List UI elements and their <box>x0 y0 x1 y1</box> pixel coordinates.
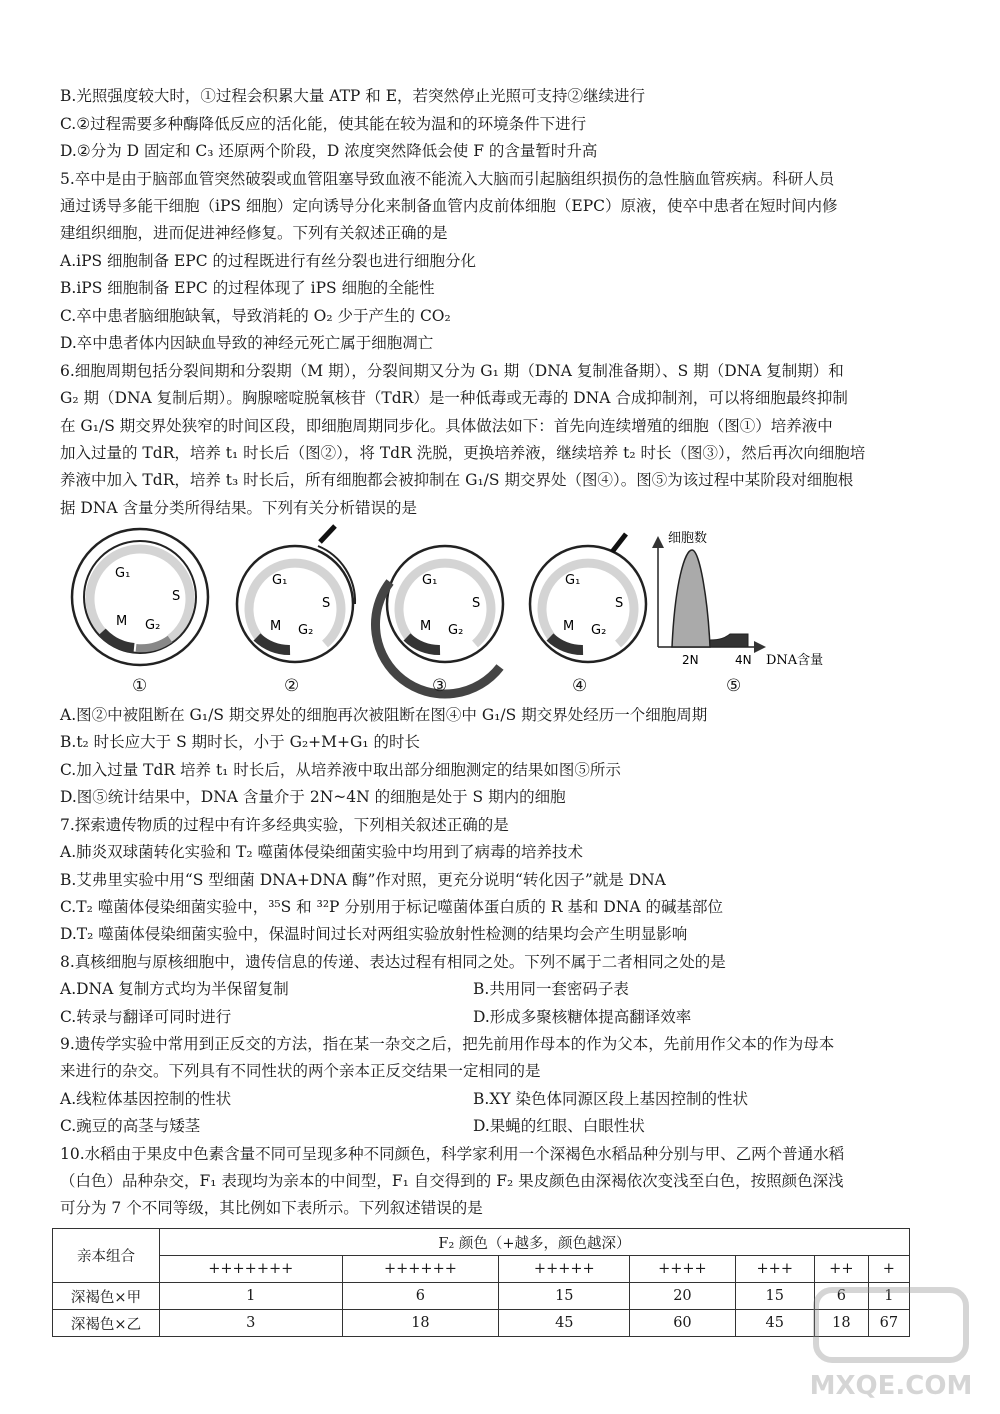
q7-option-b: B.艾弗里实验中用“S 型细菌 DNA+DNA 酶”作对照，更充分说明“转化因子”就是 DNA <box>60 871 666 889</box>
q7-stem: 7.探索遗传物质的过程中有许多经典实验，下列相关叙述正确的是 <box>60 816 509 834</box>
q8-stem: 8.真核细胞与原核细胞中，遗传信息的传递、表达过程有相同之处。下列不属于二者相同之处的是 <box>60 953 726 971</box>
diagram-1 <box>72 529 208 665</box>
q7-option-a: A.肺炎双球菌转化实验和 T₂ 噬菌体侵染细菌实验中均用到了病毒的培养技术 <box>60 843 584 861</box>
table-row <box>53 1283 910 1310</box>
table-level: +++ <box>735 1256 814 1283</box>
diagram-2 <box>237 526 355 662</box>
figure-label-3: ③ <box>432 676 448 696</box>
phase-s-label: S <box>472 596 481 611</box>
q4-option-d: D.②分为 D 固定和 C₃ 还原两个阶段，D 浓度突然降低会使 F 的含量暂时升高 <box>60 142 598 160</box>
phase-g1-label: G₁ <box>422 573 438 588</box>
table-header-row <box>53 1229 910 1256</box>
table-cell: 45 <box>735 1310 814 1337</box>
q5-option-d: D.卒中患者体内因缺血导致的神经元死亡属于细胞凋亡 <box>60 334 434 352</box>
phase-g2-label: G₂ <box>298 623 314 638</box>
phase-g2-label: G₂ <box>448 623 464 638</box>
q6-stem-line-1: 6.细胞周期包括分裂间期和分裂期（M 期），分裂间期又分为 G₁ 期（DNA 复制准备期）、S 期（DNA 复制期）和 <box>60 362 844 380</box>
histogram-x-label: DNA含量 <box>766 653 824 668</box>
diagram-4 <box>530 534 646 662</box>
q6-stem-line-2: G₂ 期（DNA 复制后期）。胸腺嘧啶脱氧核苷（TdR）是一种低毒或无毒的 DNA 合成抑制剂，可以将细胞最终抑制 <box>60 389 848 407</box>
cell-cycle-figure <box>60 522 940 704</box>
phase-s-label: S <box>172 589 181 604</box>
table-cell: 67 <box>868 1310 909 1337</box>
figure-label-4: ④ <box>572 676 588 696</box>
q10-stem-line-1: 10.水稻由于果皮中色素含量不同可呈现多种不同颜色，科学家利用一个深褐色水稻品种分别与甲、乙两个普通水稻 <box>60 1145 845 1163</box>
table-cell: 6 <box>342 1283 499 1310</box>
figure-label-5: ⑤ <box>726 676 742 696</box>
q6-option-d: D.图⑤统计结果中，DNA 含量介于 2N~4N 的细胞是处于 S 期内的细胞 <box>60 788 566 806</box>
histogram-y-label: 细胞数 <box>668 531 708 546</box>
phase-g2-label: G₂ <box>591 623 607 638</box>
q9-options-row-2 <box>60 1113 645 1140</box>
phase-m-label: M <box>116 614 128 629</box>
phase-g2-label: G₂ <box>145 618 161 633</box>
f2-color-table <box>52 1228 910 1337</box>
q8-option-a: A.DNA 复制方式均为半保留复制 <box>60 980 289 998</box>
table-cell: 15 <box>499 1283 630 1310</box>
q6-option-c: C.加入过量 TdR 培养 t₁ 时长后，从培养液中取出部分细胞测定的结果如图⑤所示 <box>60 761 621 779</box>
q4-option-c: C.②过程需要多种酶降低反应的活化能，使其能在较为温和的环境条件下进行 <box>60 115 587 133</box>
phase-s-label: S <box>322 596 331 611</box>
table-level: +++++++ <box>160 1256 343 1283</box>
q9-stem-line-2: 来进行的杂交。下列具有不同性状的两个亲本正反交结果一定相同的是 <box>60 1062 541 1080</box>
table-level: +++++ <box>499 1256 630 1283</box>
dna-histogram <box>658 530 823 668</box>
phase-s-label: S <box>615 596 624 611</box>
q5-stem-line-3: 建组织细胞，进而促进神经修复。下列有关叙述正确的是 <box>60 224 448 242</box>
table-levels-row <box>53 1256 910 1283</box>
q5-stem-line-1: 5.卒中是由于脑部血管突然破裂或血管阻塞导致血液不能流入大脑而引起脑组织损伤的急性脑血管疾病。科研人员 <box>60 170 835 188</box>
q7-option-c: C.T₂ 噬菌体侵染细菌实验中，³⁵S 和 ³²P 分别用于标记噬菌体蛋白质的 R 基和 DNA 的碱基部位 <box>60 898 723 916</box>
phase-m-label: M <box>563 619 575 634</box>
q6-stem-line-5: 养液中加入 TdR，培养 t₃ 时长后，所有细胞都会被抑制在 G₁/S 期交界处（图④）。图⑤为该过程中某阶段对细胞根 <box>60 471 854 489</box>
table-cell: 1 <box>868 1283 909 1310</box>
table-cell: 6 <box>814 1283 868 1310</box>
table-level: ++ <box>814 1256 868 1283</box>
q5-option-c: C.卒中患者脑细胞缺氧，导致消耗的 O₂ 少于产生的 CO₂ <box>60 307 451 325</box>
table-cell: 20 <box>630 1283 735 1310</box>
watermark-logo <box>796 1282 986 1406</box>
table-level: + <box>868 1256 909 1283</box>
q4-option-b: B.光照强度较大时，①过程会积累大量 ATP 和 E，若突然停止光照可支持②继续进行 <box>60 87 646 105</box>
q8-options-row-2 <box>60 1004 692 1031</box>
q6-option-b: B.t₂ 时长应大于 S 期时长，小于 G₂+M+G₁ 的时长 <box>60 733 421 751</box>
q9-option-c: C.豌豆的高茎与矮茎 <box>60 1117 201 1135</box>
table-cell-group: 深褐色×乙 <box>53 1310 160 1337</box>
q6-option-a: A.图②中被阻断在 G₁/S 期交界处的细胞再次被阻断在图④中 G₁/S 期交界处经历一个细胞周期 <box>60 706 708 724</box>
q8-option-c: C.转录与翻译可同时进行 <box>60 1008 232 1026</box>
table-cell: 18 <box>342 1310 499 1337</box>
table-level: ++++++ <box>342 1256 499 1283</box>
q5-stem-line-2: 通过诱导多能干细胞（iPS 细胞）定向诱导分化来制备血管内皮前体细胞（EPC）原液，使卒中患者在短时间内修 <box>60 197 838 215</box>
figure-label-2: ② <box>284 676 300 696</box>
table-cell: 45 <box>499 1310 630 1337</box>
phase-g1-label: G₁ <box>272 573 288 588</box>
q6-stem-line-6: 据 DNA 含量分类所得结果。下列有关分析错误的是 <box>60 499 418 517</box>
q9-options-row-1 <box>60 1086 749 1113</box>
phase-g1-label: G₁ <box>115 566 131 581</box>
cell-cycle-diagrams <box>60 522 940 704</box>
q6-stem-line-3: 在 G₁/S 期交界处狭窄的时间区段，即细胞周期同步化。具体做法如下：首先向连续增殖的细胞（图①）培养液中 <box>60 417 833 435</box>
q7-option-d: D.T₂ 噬菌体侵染细菌实验中，保温时间过长对两组实验放射性检测的结果均会产生明显影响 <box>60 925 688 943</box>
table-cell: 15 <box>735 1283 814 1310</box>
q5-option-b: B.iPS 细胞制备 EPC 的过程体现了 iPS 细胞的全能性 <box>60 279 435 297</box>
histogram-tick-2n: 2N <box>682 653 699 667</box>
table-header-color: F₂ 颜色（+越多，颜色越深） <box>160 1229 910 1256</box>
table-cell-group: 深褐色×甲 <box>53 1283 160 1310</box>
q9-stem-line-1: 9.遗传学实验中常用到正反交的方法，指在某一杂交之后，把先前用作母本的作为父本，先前用作父本的作为母本 <box>60 1035 835 1053</box>
q9-option-b: B.XY 染色体同源区段上基因控制的性状 <box>473 1090 749 1108</box>
q6-stem-line-4: 加入过量的 TdR，培养 t₁ 时长后（图②），将 TdR 洗脱，更换培养液，继续培养 t₂ 时长（图③），然后再次向细胞培 <box>60 444 866 462</box>
watermark-icon <box>796 1282 986 1402</box>
q8-option-d: D.形成多聚核糖体提高翻译效率 <box>473 1008 692 1026</box>
q5-option-a: A.iPS 细胞制备 EPC 的过程既进行有丝分裂也进行细胞分化 <box>60 252 477 270</box>
histogram-tick-4n: 4N <box>735 653 752 667</box>
q10-stem-line-3: 可分为 7 个不同等级，其比例如下表所示。下列叙述错误的是 <box>60 1199 483 1217</box>
phase-g1-label: G₁ <box>565 573 581 588</box>
table-header-group: 亲本组合 <box>53 1229 160 1283</box>
phase-m-label: M <box>420 619 432 634</box>
phase-m-label: M <box>270 619 282 634</box>
q10-stem-line-2: （白色）品种杂交，F₁ 表现均为亲本的中间型，F₁ 自交得到的 F₂ 果皮颜色由深褐依次变浅至白色，按照颜色深浅 <box>60 1172 844 1190</box>
table-cell: 18 <box>814 1310 868 1337</box>
table-cell: 3 <box>160 1310 343 1337</box>
q8-option-b: B.共用同一套密码子表 <box>473 980 629 998</box>
figure-label-1: ① <box>132 676 148 696</box>
table-row <box>53 1310 910 1337</box>
q8-options-row-1 <box>60 976 629 1003</box>
watermark-text: MXQE.COM <box>809 1371 973 1401</box>
table-cell: 60 <box>630 1310 735 1337</box>
q9-option-a: A.线粒体基因控制的性状 <box>60 1090 232 1108</box>
table-level: ++++ <box>630 1256 735 1283</box>
q9-option-d: D.果蝇的红眼、白眼性状 <box>473 1117 645 1135</box>
diagram-3 <box>375 546 503 694</box>
table-cell: 1 <box>160 1283 343 1310</box>
